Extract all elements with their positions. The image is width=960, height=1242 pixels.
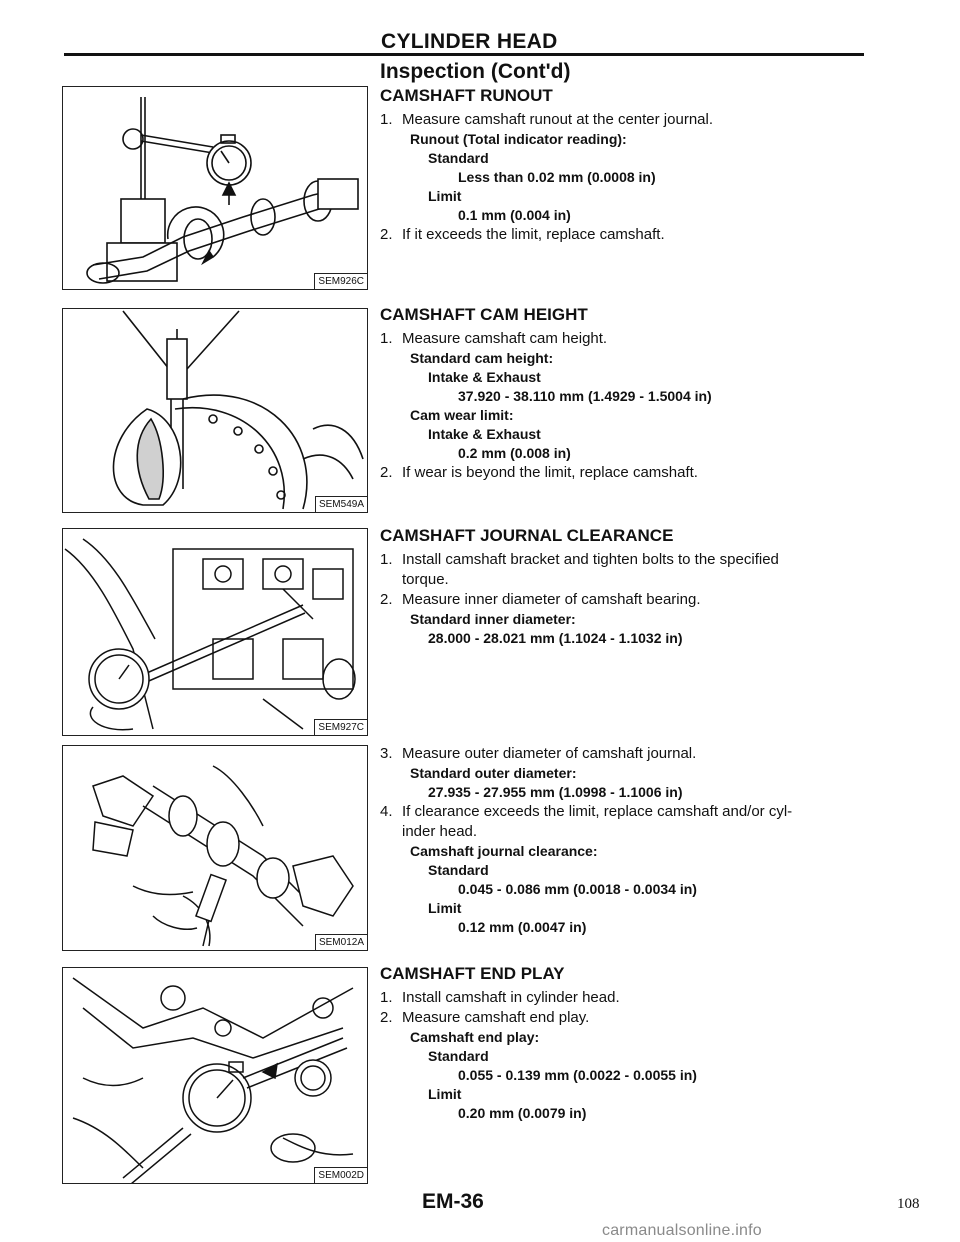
spec-label: Camshaft journal clearance: bbox=[410, 843, 598, 859]
step bbox=[380, 463, 870, 483]
figure-code: SEM549A bbox=[315, 496, 367, 512]
spec-label: Standard inner diameter: bbox=[410, 611, 576, 627]
step-text: Measure outer diameter of camshaft journal. bbox=[402, 745, 697, 762]
limit-label: Limit bbox=[428, 1086, 462, 1102]
page-code: EM-36 bbox=[422, 1190, 484, 1213]
watermark: carmanualsonline.info bbox=[602, 1222, 762, 1239]
section-title: CAMSHAFT RUNOUT bbox=[380, 86, 553, 105]
figure-code: SEM926C bbox=[314, 273, 367, 289]
spec-sub: Intake & Exhaust bbox=[428, 426, 541, 442]
step-text: Install camshaft bracket and tighten bolts to the specified bbox=[402, 551, 779, 568]
figure-code: SEM927C bbox=[314, 719, 367, 735]
spec-label: Standard outer diameter: bbox=[410, 765, 577, 781]
section-end-play bbox=[380, 964, 870, 1123]
limit-value: 0.12 mm (0.0047 in) bbox=[458, 919, 587, 935]
section-journal-clearance-cont bbox=[380, 744, 870, 937]
step-text: Measure camshaft cam height. bbox=[402, 330, 608, 347]
step-text: If clearance exceeds the limit, replace camshaft and/or cyl- bbox=[402, 803, 793, 820]
cam-height-illustration bbox=[63, 309, 368, 513]
step-number: 1. bbox=[380, 989, 393, 1006]
spec-value: 37.920 - 38.110 mm (1.4929 - 1.5004 in) bbox=[458, 388, 712, 404]
spec-value: 27.935 - 27.955 mm (1.0998 - 1.1006 in) bbox=[428, 784, 683, 800]
figure-end-play bbox=[62, 967, 368, 1184]
step bbox=[380, 225, 870, 245]
standard-label: Standard bbox=[428, 862, 489, 878]
standard-label: Standard bbox=[428, 1048, 489, 1064]
section-title: CAMSHAFT CAM HEIGHT bbox=[380, 305, 588, 324]
step bbox=[380, 744, 870, 764]
step-number: 1. bbox=[380, 330, 393, 347]
spec-label: Cam wear limit: bbox=[410, 407, 514, 423]
step-number: 4. bbox=[380, 803, 393, 820]
journal-outer-illustration bbox=[63, 746, 368, 951]
limit-value: 0.1 mm (0.004 in) bbox=[458, 207, 571, 223]
header-rule bbox=[64, 53, 864, 56]
limit-value: 0.20 mm (0.0079 in) bbox=[458, 1105, 587, 1121]
step-continued bbox=[380, 570, 870, 590]
step-number: 2. bbox=[380, 591, 393, 608]
standard-label: Standard bbox=[428, 150, 489, 166]
spec-label: Camshaft end play: bbox=[410, 1029, 540, 1045]
spec-value: 28.000 - 28.021 mm (1.1024 - 1.1032 in) bbox=[428, 630, 683, 646]
figure-cam-height bbox=[62, 308, 368, 513]
step bbox=[380, 329, 870, 349]
step bbox=[380, 110, 870, 130]
section-title: CAMSHAFT END PLAY bbox=[380, 964, 565, 983]
figure-camshaft-runout bbox=[62, 86, 368, 290]
step-number: 3. bbox=[380, 745, 393, 762]
spec-value: 0.2 mm (0.008 in) bbox=[458, 445, 571, 461]
figure-journal-outer bbox=[62, 745, 368, 951]
step-number: 2. bbox=[380, 226, 393, 243]
figure-journal-inner bbox=[62, 528, 368, 736]
step-number: 1. bbox=[380, 111, 393, 128]
step-text: inder head. bbox=[402, 823, 478, 840]
spec-label: Runout (Total indicator reading): bbox=[410, 131, 627, 147]
limit-label: Limit bbox=[428, 900, 462, 916]
page-number: 108 bbox=[897, 1196, 920, 1212]
step-text: If wear is beyond the limit, replace camshaft. bbox=[402, 464, 698, 481]
standard-value: 0.055 - 0.139 mm (0.0022 - 0.0055 in) bbox=[458, 1067, 697, 1083]
journal-inner-illustration bbox=[63, 529, 368, 736]
standard-value: 0.045 - 0.086 mm (0.0018 - 0.0034 in) bbox=[458, 881, 697, 897]
standard-value: Less than 0.02 mm (0.0008 in) bbox=[458, 169, 656, 185]
step-continued bbox=[380, 822, 870, 842]
step-number: 1. bbox=[380, 551, 393, 568]
spec-sub: Intake & Exhaust bbox=[428, 369, 541, 385]
step bbox=[380, 1008, 870, 1028]
end-play-illustration bbox=[63, 968, 368, 1184]
step bbox=[380, 802, 870, 822]
step bbox=[380, 550, 870, 570]
section-camshaft-runout bbox=[380, 86, 870, 245]
section-title: CAMSHAFT JOURNAL CLEARANCE bbox=[380, 526, 674, 545]
camshaft-runout-illustration bbox=[63, 87, 368, 290]
section-cam-height bbox=[380, 305, 870, 483]
section-subtitle: Inspection (Cont'd) bbox=[380, 60, 571, 83]
step bbox=[380, 988, 870, 1008]
step bbox=[380, 590, 870, 610]
limit-label: Limit bbox=[428, 188, 462, 204]
step-text: torque. bbox=[402, 571, 449, 588]
spec-label: Standard cam height: bbox=[410, 350, 554, 366]
figure-code: SEM012A bbox=[315, 934, 367, 950]
step-text: Measure camshaft runout at the center journal. bbox=[402, 111, 714, 128]
step-number: 2. bbox=[380, 464, 393, 481]
figure-code: SEM002D bbox=[314, 1167, 367, 1183]
section-journal-clearance bbox=[380, 526, 870, 648]
step-number: 2. bbox=[380, 1009, 393, 1026]
step-text: Measure inner diameter of camshaft bearing. bbox=[402, 591, 701, 608]
page-title: CYLINDER HEAD bbox=[381, 30, 558, 53]
step-text: If it exceeds the limit, replace camshaft. bbox=[402, 226, 665, 243]
step-text: Measure camshaft end play. bbox=[402, 1009, 590, 1026]
step-text: Install camshaft in cylinder head. bbox=[402, 989, 620, 1006]
